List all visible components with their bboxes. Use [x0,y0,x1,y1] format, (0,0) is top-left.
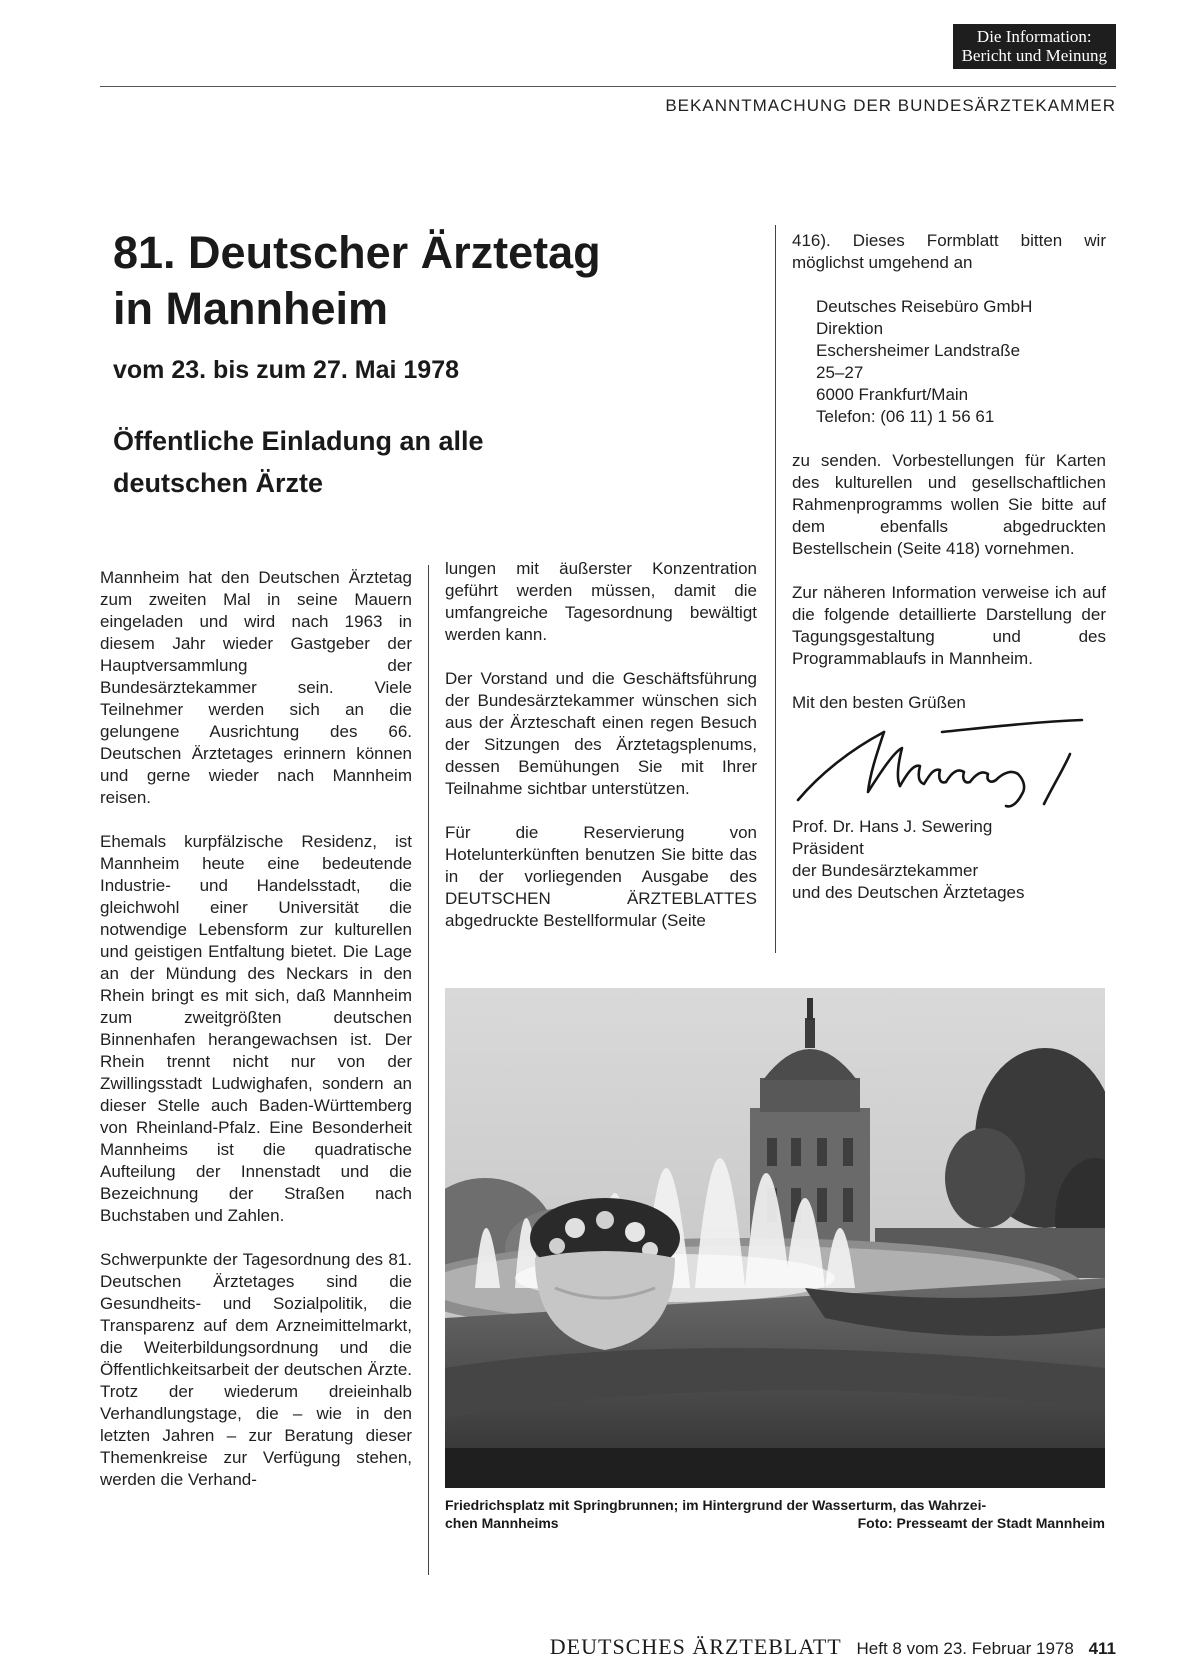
signatory-block [792,816,1106,904]
friedrichsplatz-photo [445,988,1105,1488]
text-column-3 [792,230,1106,904]
photo-credit: Foto: Presseamt der Stadt Mannheim [857,1515,1105,1531]
postal-address [816,296,1106,428]
paragraph: lungen mit äußerster Konzentration geführt werden müssen, damit die umfangreiche Tagesordnung bewältigt werden kann. [445,559,757,644]
title-line-1: 81. Deutscher Ärztetag [113,227,601,278]
page-number: 411 [1088,1639,1116,1658]
page-footer [550,1634,1116,1660]
paragraph: Schwerpunkte der Tagesordnung des 81. Deutschen Ärztetages sind die Gesundheits- und Sozialpolitik, die Transparenz auf dem Arzneimittelmarkt, die Weiterbildungsordnung und die Öffentlichkeitsarbeit der deutschen Ärzte. Trotz der wiederum dreieinhalb Verhandlungstage, die – wie in den letzten Jahren – zur Beratung dieser Themenkreise zur Verfügung stehen, werden die Verhand- [100,1250,412,1489]
text-column-1 [100,567,412,1513]
invitation-heading [113,420,484,504]
address-line: Telefon: (06 11) 1 56 61 [816,407,995,426]
issue-info: Heft 8 vom 23. Februar 1978 [856,1639,1074,1658]
heading-line-2: deutschen Ärzte [113,468,324,498]
top-rule [100,86,1116,87]
column-divider [775,225,776,953]
text-column-2 [445,558,757,954]
badge-line-1: Die Information: [976,27,1092,46]
article-title [113,225,601,337]
signatory-name: Prof. Dr. Hans J. Sewering [792,817,993,836]
address-line: Deutsches Reisebüro GmbH [816,297,1033,316]
article-subtitle: vom 23. bis zum 27. Mai 1978 [113,356,459,384]
paragraph: 416). Dieses Formblatt bitten wir möglichst umgehend an [792,231,1106,272]
closing-line: Mit den besten Grüßen [792,693,966,712]
paragraph: Für die Reservierung von Hotelunterkünften benutzen Sie bitte das in der vorliegenden Ausgabe des DEUTSCHEN ÄRZTEBLATTES abgedruckte Bestellformular (Seite [445,823,757,930]
section-badge [953,24,1116,69]
handwritten-signature [792,712,1092,812]
title-line-2: in Mannheim [113,283,389,334]
address-line: Direktion [816,319,884,338]
caption-line: Friedrichsplatz mit Springbrunnen; im Hintergrund der Wasserturm, das Wahrzei- [445,1497,987,1513]
signatory-org: und des Deutschen Ärztetages [792,883,1025,902]
paragraph: Zur näheren Information verweise ich auf die folgende detaillierte Darstellung der Tagungsgestaltung und des Programmablaufs in Mannheim. [792,583,1106,668]
photo-caption [445,1496,1105,1532]
signatory-title: Präsident [792,839,864,858]
heading-line-1: Öffentliche Einladung an alle [113,426,484,456]
photo-illustration [445,988,1105,1488]
address-line: 6000 Frankfurt/Main [816,385,969,404]
journal-name: DEUTSCHES ÄRZTEBLATT [549,1634,842,1659]
badge-line-2: Bericht und Meinung [961,46,1107,65]
column-divider [428,565,429,1575]
caption-line: chen Mannheims [445,1515,559,1531]
section-header: BEKANNTMACHUNG DER BUNDESÄRZTEKAMMER [665,96,1116,115]
paragraph: Der Vorstand und die Geschäftsführung der Bundesärztekammer wünschen sich aus der Ärzteschaft einen regen Besuch der Sitzungen des Ärztetagsplenums, dessen Bemühungen Sie mit Ihrer Teilnahme sichtbar unterstützen. [445,669,757,798]
address-line: Eschersheimer Landstraße [816,341,1021,360]
paragraph: Ehemals kurpfälzische Residenz, ist Mannheim heute eine bedeutende Industrie- und Handelsstadt, die gleichwohl einer Universität die notwendige Lebensform zur kulturellen und geistigen Entfaltung bietet. Die Lage an der Mündung des Neckars in den Rhein bringt es mit sich, daß Mannheim zum zweitgrößten deutschen Binnenhafen herangewachsen ist. Der Rhein trennt nicht nur von der Zwillingsstadt Ludwighafen, sondern an dieser Stelle auch Baden-Württemberg von Rheinland-Pfalz. Eine Besonderheit Mannheims ist die quadratische Aufteilung der Innenstadt und die Bezeichnung der Straßen nach Buchstaben und Zahlen. [100,832,412,1225]
paragraph: Mannheim hat den Deutschen Ärztetag zum zweiten Mal in seine Mauern eingeladen und wird nach 1963 in diesem Jahr wieder Gastgeber der Hauptversammlung der Bundesärztekammer sein. Viele Teilnehmer werden sich an die gelungene Ausrichtung des 66. Deutschen Ärztetages erinnern können und gerne wieder nach Mannheim reisen. [100,568,412,807]
paragraph: zu senden. Vorbestellungen für Karten des kulturellen und gesellschaftlichen Rahmenprogramms wollen Sie bitte auf dem ebenfalls abgedruckten Bestellschein (Seite 418) vornehmen. [792,451,1106,558]
signatory-org: der Bundesärztekammer [792,861,979,880]
address-line: 25–27 [816,363,864,382]
